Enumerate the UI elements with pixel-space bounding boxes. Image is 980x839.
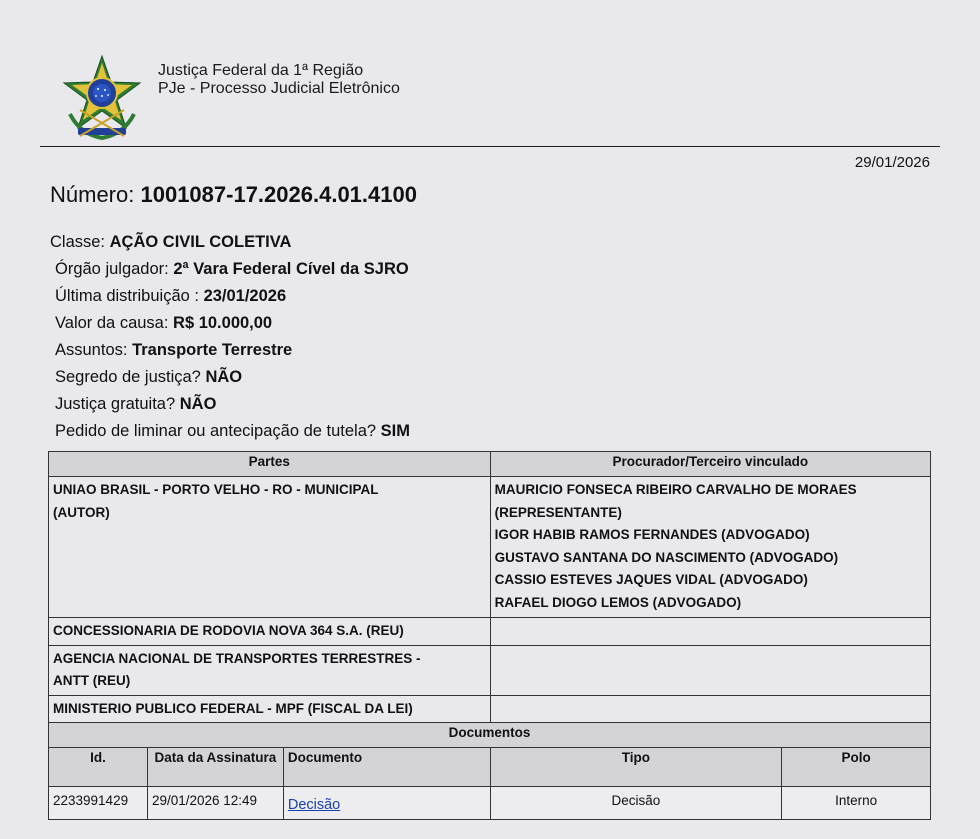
info-label: Classe:: [50, 233, 106, 251]
process-number-value: 1001087-17.2026.4.01.4100: [140, 182, 417, 207]
parte-cell: [49, 618, 491, 646]
doc-polo: Interno: [782, 787, 931, 820]
col-id: Id.: [49, 748, 148, 787]
header-org: [158, 62, 400, 98]
parte-role: ANTT (REU): [53, 673, 131, 688]
info-gratuita: [50, 394, 410, 421]
info-value: 2ª Vara Federal Cível da SJRO: [173, 260, 409, 278]
procurador-line: CASSIO ESTEVES JAQUES VIDAL (ADVOGADO): [494, 572, 808, 587]
info-label: Pedido de liminar ou antecipação de tutela?: [55, 422, 377, 440]
header-divider: [40, 146, 940, 147]
col-tipo: Tipo: [490, 748, 782, 787]
parte-name: UNIAO BRASIL - PORTO VELHO - RO - MUNICIPAL: [53, 482, 379, 497]
col-polo: Polo: [782, 748, 931, 787]
documentos-header: Documentos: [49, 723, 931, 748]
parte-name: MINISTERIO PUBLICO FEDERAL - MPF (FISCAL DA LEI): [53, 700, 413, 716]
procurador-line: MAURICIO FONSECA RIBEIRO CARVALHO DE MORAES: [494, 482, 857, 497]
info-label: Assuntos:: [55, 341, 128, 359]
doc-id: 2233991429: [49, 787, 148, 820]
table-row: [49, 477, 931, 618]
info-liminar: [50, 421, 410, 448]
info-value: NÃO: [205, 368, 243, 386]
table-row: [49, 618, 931, 646]
table-row: [49, 645, 931, 695]
info-value: 23/01/2026: [203, 287, 287, 305]
info-label: Valor da causa:: [55, 314, 169, 332]
info-value: SIM: [380, 422, 410, 440]
process-number-label: Número:: [50, 182, 135, 207]
procurador-cell: [490, 618, 930, 646]
info-label: Última distribuição :: [55, 287, 199, 305]
info-value: AÇÃO CIVIL COLETIVA: [109, 233, 292, 251]
document-link[interactable]: Decisão: [287, 797, 341, 813]
doc-data: 29/01/2026 12:49: [147, 787, 283, 820]
procurador-line: GUSTAVO SANTANA DO NASCIMENTO (ADVOGADO): [494, 549, 839, 565]
info-valor: [50, 313, 410, 340]
system-name: PJe - Processo Judicial Eletrônico: [158, 80, 400, 97]
procurador-line: (REPRESENTANTE): [494, 504, 622, 520]
table-row: [49, 787, 931, 820]
info-distribuicao: [50, 286, 410, 313]
info-label: Segredo de justiça?: [55, 368, 201, 386]
info-value: R$ 10.000,00: [173, 314, 273, 332]
procurador-cell: [490, 695, 930, 723]
info-assuntos: [50, 340, 410, 367]
info-label: Órgão julgador:: [55, 260, 169, 278]
procurador-cell: [490, 477, 930, 618]
info-label: Justiça gratuita?: [55, 395, 176, 413]
info-value: NÃO: [179, 395, 217, 413]
procurador-line: RAFAEL DIOGO LEMOS (ADVOGADO): [494, 594, 742, 610]
procurador-cell: [490, 645, 930, 695]
parte-name: AGENCIA NACIONAL DE TRANSPORTES TERRESTRES -: [53, 650, 421, 666]
process-info: [50, 232, 410, 448]
doc-tipo: Decisão: [490, 787, 782, 820]
doc-documento-cell: [283, 787, 490, 820]
parte-cell: [49, 645, 491, 695]
process-number: [50, 182, 417, 208]
org-name: Justiça Federal da 1ª Região: [158, 62, 364, 79]
col-documento: Documento: [283, 748, 490, 787]
parte-cell: [49, 477, 491, 618]
parte-cell: [49, 695, 491, 723]
info-orgao: [50, 259, 410, 286]
partes-header: Partes: [49, 452, 491, 477]
parties-documents-table: [48, 451, 931, 820]
info-classe: [50, 232, 410, 259]
procurador-line: IGOR HABIB RAMOS FERNANDES (ADVOGADO): [494, 527, 810, 542]
parte-role: (AUTOR): [53, 504, 110, 520]
table-row: [49, 695, 931, 723]
parte-name: CONCESSIONARIA DE RODOVIA NOVA 364 S.A. (REU): [53, 623, 404, 638]
col-data-assinatura: Data da Assinatura: [147, 748, 283, 787]
document-date: 29/01/2026: [854, 154, 930, 171]
procurador-header: Procurador/Terceiro vinculado: [490, 452, 930, 477]
info-value: Transporte Terrestre: [132, 341, 293, 359]
brazil-coat-of-arms-icon: [60, 54, 144, 142]
info-segredo: [50, 367, 410, 394]
